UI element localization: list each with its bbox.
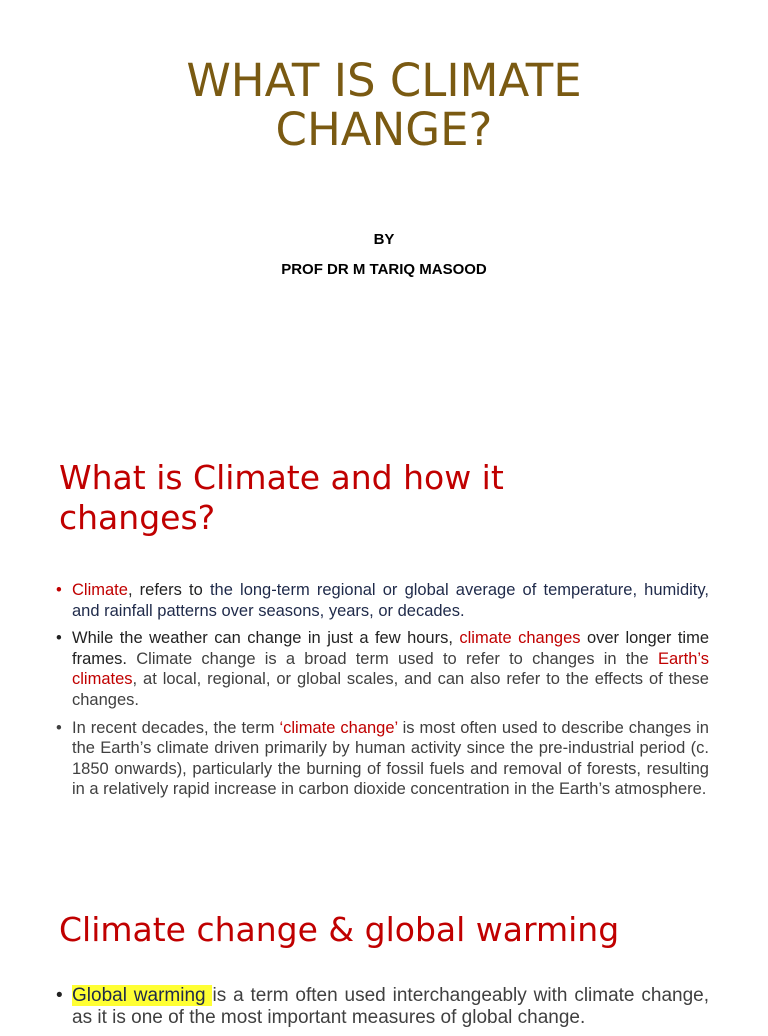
text-fragment: , at local, regional, or global scales, and can also refer to the effects of these changes. bbox=[72, 670, 709, 709]
author-name: PROF DR M TARIQ MASOOD bbox=[281, 261, 487, 278]
section-heading-climate bbox=[59, 458, 619, 538]
text-fragment: In recent decades, the term bbox=[72, 718, 280, 737]
list-item bbox=[56, 628, 709, 710]
list-item bbox=[56, 985, 709, 1029]
term-global-warming: Global warming bbox=[72, 985, 213, 1006]
list-item bbox=[56, 718, 709, 800]
heading-line-1: What is Climate and how it bbox=[59, 458, 504, 497]
title-line-2: CHANGE? bbox=[275, 103, 493, 156]
bullet-icon: • bbox=[56, 718, 62, 737]
term-climate-change: ‘climate change’ bbox=[279, 718, 398, 737]
bullet-list bbox=[56, 580, 709, 807]
bullet-icon: • bbox=[56, 629, 62, 648]
text-fragment: over longer time frames. bbox=[72, 629, 709, 668]
byline-label: BY bbox=[373, 231, 395, 248]
bullet-icon: • bbox=[56, 581, 62, 599]
text-fragment: , refers to bbox=[127, 581, 203, 599]
page-title bbox=[0, 56, 768, 154]
text-fragment: Climate change is a broad term used to refer to changes in the bbox=[127, 649, 658, 668]
term-climate-changes: climate changes bbox=[459, 629, 581, 648]
heading-line-2: changes? bbox=[59, 498, 216, 537]
text-fragment: the long-term regional or global average of temperature, humidity, and rainfall patterns over seasons, years, or decades. bbox=[72, 581, 709, 620]
title-line-1: WHAT IS CLIMATE bbox=[186, 54, 582, 107]
text-fragment: is most often used to describe changes in the Earth’s climate driven primarily by human activity since the pre-industrial period (c. 1850 onwards), particularly the burning of fossil fuels and removal of forests, resulting in a relatively rapid increase in carbon dioxide concentration in the Earth’s atmosphere. bbox=[72, 718, 709, 799]
list-item bbox=[56, 580, 709, 621]
text-fragment: is a term often used interchangeably with climate change, as it is one of the most important measures of global change. bbox=[72, 985, 709, 1028]
term-climate: Climate bbox=[72, 581, 128, 599]
term-earths-climates: Earth’s climates bbox=[72, 649, 709, 689]
text-fragment: While the weather can change in just a few hours, bbox=[72, 629, 460, 648]
bullet-icon: • bbox=[56, 985, 63, 1006]
section-heading-global-warming: Climate change & global warming bbox=[59, 910, 620, 949]
bullet-list bbox=[56, 985, 709, 1036]
